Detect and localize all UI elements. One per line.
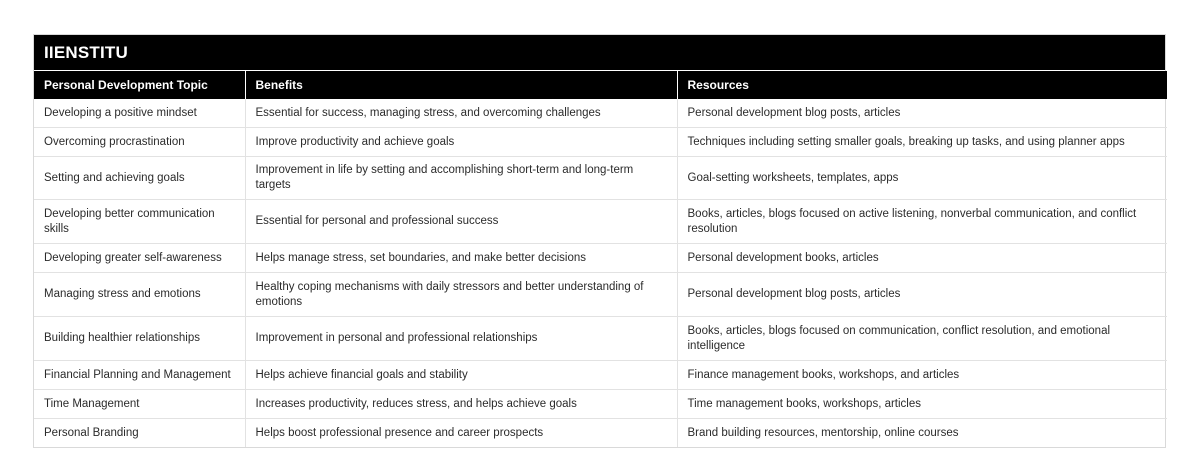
topic-cell: Developing greater self-awareness xyxy=(34,244,245,273)
benefits-cell: Increases productivity, reduces stress, and helps achieve goals xyxy=(245,390,677,419)
benefits-cell: Improvement in personal and professional relationships xyxy=(245,317,677,361)
resources-cell: Finance management books, workshops, and articles xyxy=(677,361,1167,390)
table-row xyxy=(34,273,1167,317)
benefits-cell: Essential for success, managing stress, and overcoming challenges xyxy=(245,99,677,128)
topic-cell: Time Management xyxy=(34,390,245,419)
benefits-cell: Helps manage stress, set boundaries, and make better decisions xyxy=(245,244,677,273)
table-row xyxy=(34,200,1167,244)
resources-cell: Personal development blog posts, articles xyxy=(677,99,1167,128)
resources-cell: Personal development blog posts, articles xyxy=(677,273,1167,317)
table-row xyxy=(34,361,1167,390)
table-title: IIENSTITU xyxy=(34,35,1165,71)
topic-cell: Developing better communication skills xyxy=(34,200,245,244)
resources-cell: Books, articles, blogs focused on active listening, nonverbal communication, and conflict resolution xyxy=(677,200,1167,244)
header-topic: Personal Development Topic xyxy=(34,71,245,99)
benefits-cell: Helps boost professional presence and career prospects xyxy=(245,419,677,448)
development-table xyxy=(34,71,1167,447)
table-row xyxy=(34,128,1167,157)
table-row xyxy=(34,317,1167,361)
topic-cell: Managing stress and emotions xyxy=(34,273,245,317)
header-resources: Resources xyxy=(677,71,1167,99)
benefits-cell: Helps achieve financial goals and stability xyxy=(245,361,677,390)
resources-cell: Books, articles, blogs focused on communication, conflict resolution, and emotional intelligence xyxy=(677,317,1167,361)
table-row xyxy=(34,390,1167,419)
development-table-container xyxy=(33,34,1166,448)
resources-cell: Time management books, workshops, articles xyxy=(677,390,1167,419)
table-row xyxy=(34,99,1167,128)
topic-cell: Building healthier relationships xyxy=(34,317,245,361)
resources-cell: Techniques including setting smaller goals, breaking up tasks, and using planner apps xyxy=(677,128,1167,157)
benefits-cell: Improve productivity and achieve goals xyxy=(245,128,677,157)
topic-cell: Setting and achieving goals xyxy=(34,157,245,200)
topic-cell: Overcoming procrastination xyxy=(34,128,245,157)
benefits-cell: Healthy coping mechanisms with daily stressors and better understanding of emotions xyxy=(245,273,677,317)
topic-cell: Personal Branding xyxy=(34,419,245,448)
topic-cell: Financial Planning and Management xyxy=(34,361,245,390)
table-row xyxy=(34,244,1167,273)
header-row xyxy=(34,71,1167,99)
topic-cell: Developing a positive mindset xyxy=(34,99,245,128)
header-benefits: Benefits xyxy=(245,71,677,99)
resources-cell: Goal-setting worksheets, templates, apps xyxy=(677,157,1167,200)
table-row xyxy=(34,419,1167,448)
benefits-cell: Essential for personal and professional success xyxy=(245,200,677,244)
table-row xyxy=(34,157,1167,200)
benefits-cell: Improvement in life by setting and accomplishing short-term and long-term targets xyxy=(245,157,677,200)
resources-cell: Personal development books, articles xyxy=(677,244,1167,273)
resources-cell: Brand building resources, mentorship, online courses xyxy=(687,426,959,439)
